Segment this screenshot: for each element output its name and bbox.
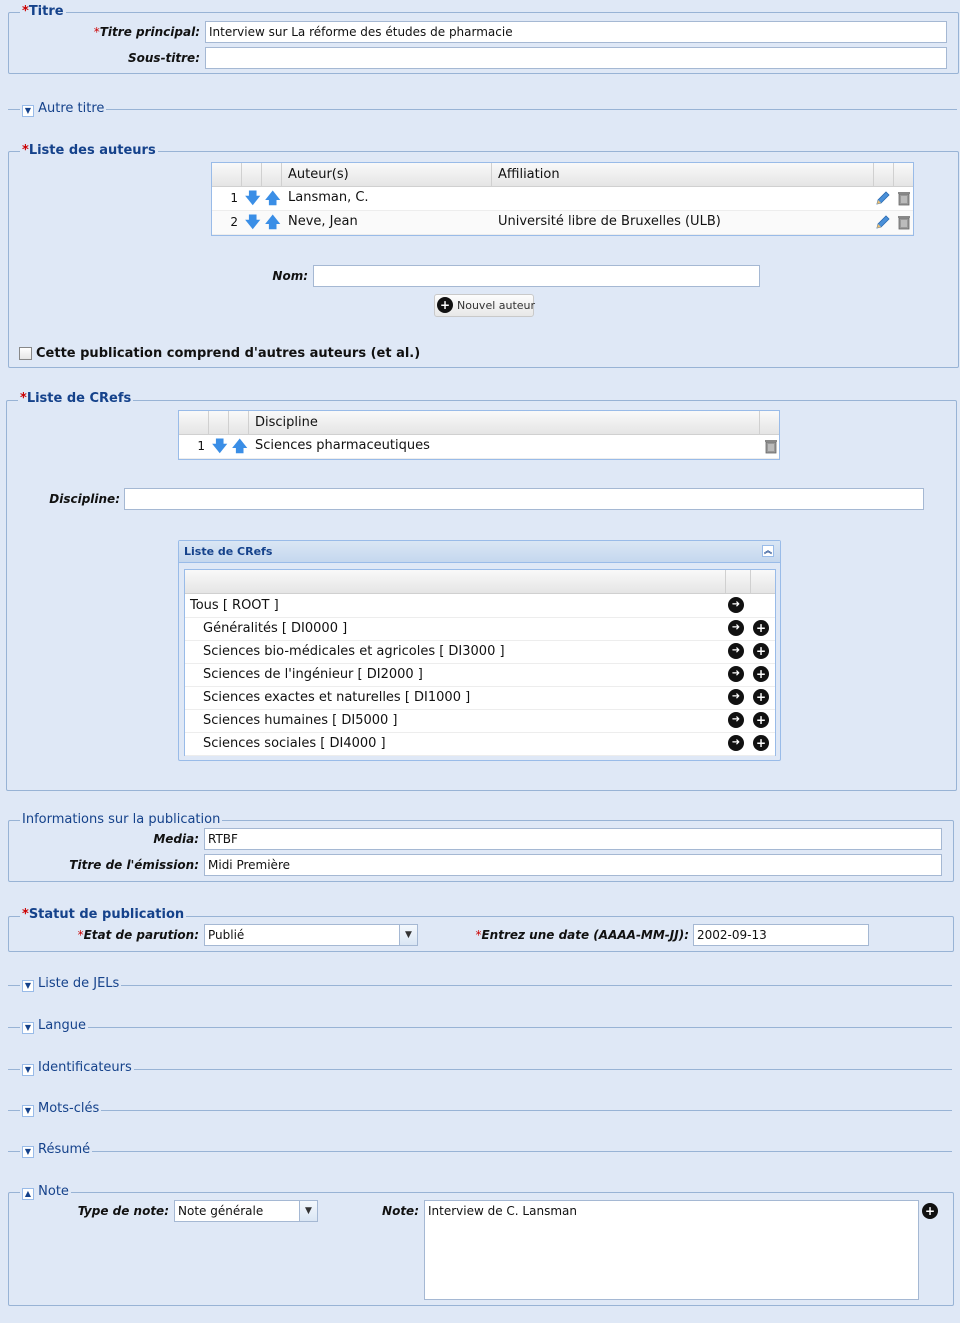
section-line bbox=[8, 1151, 952, 1152]
tree-row[interactable] bbox=[185, 709, 775, 733]
plus-circle-icon[interactable]: + bbox=[753, 689, 769, 705]
autre-titre-legend[interactable]: ▼ Autre titre bbox=[20, 101, 106, 116]
trash-icon[interactable] bbox=[896, 190, 912, 206]
titre-principal-label: *Titre principal: bbox=[93, 25, 200, 39]
et-al-checkbox[interactable] bbox=[19, 347, 32, 360]
tree-row[interactable] bbox=[185, 663, 775, 687]
trash-icon[interactable] bbox=[896, 214, 912, 230]
titre-principal-input[interactable]: Interview sur La réforme des études de pharmacie bbox=[205, 21, 947, 43]
crefs-grid-header bbox=[179, 411, 779, 435]
arrow-right-circle-icon[interactable]: ➜ bbox=[728, 712, 744, 728]
col-affiliation[interactable]: Affiliation bbox=[492, 163, 874, 186]
tree-item-label: Sciences humaines [ DI5000 ] bbox=[203, 713, 398, 728]
col-auteurs[interactable]: Auteur(s) bbox=[282, 163, 492, 186]
date-label: *Entrez une date (AAAA-MM-JJ): bbox=[475, 928, 689, 942]
move-up-icon[interactable]: 🡅 bbox=[265, 213, 281, 231]
collapsed-section-legend[interactable]: ▼ Résumé bbox=[20, 1142, 92, 1157]
crefs-legend: *Liste de CRefs bbox=[20, 391, 132, 406]
move-down-icon[interactable]: 🡇 bbox=[212, 437, 228, 455]
row-number: 2 bbox=[230, 215, 238, 229]
tree-row[interactable] bbox=[185, 617, 775, 641]
sous-titre-input[interactable] bbox=[205, 47, 947, 69]
auteurs-grid bbox=[211, 162, 914, 236]
arrow-right-circle-icon[interactable]: ➜ bbox=[728, 735, 744, 751]
expand-icon[interactable]: ▼ bbox=[22, 1064, 34, 1076]
statut-legend: *Statut de publication bbox=[22, 907, 185, 922]
row-number: 1 bbox=[230, 191, 238, 205]
section-line bbox=[8, 1027, 952, 1028]
trash-icon[interactable] bbox=[763, 438, 779, 454]
plus-circle-icon[interactable]: + bbox=[922, 1203, 938, 1219]
collapsed-section-legend[interactable]: ▼ Liste de JELs bbox=[20, 976, 121, 991]
emission-label: Titre de l'émission: bbox=[69, 858, 199, 872]
table-row[interactable] bbox=[179, 435, 779, 459]
nom-input[interactable] bbox=[313, 265, 760, 287]
section-line bbox=[8, 1069, 952, 1070]
media-input[interactable]: RTBF bbox=[204, 828, 942, 850]
crefs-grid bbox=[178, 410, 780, 460]
auteurs-legend: *Liste des auteurs bbox=[22, 143, 156, 158]
media-label: Media: bbox=[153, 832, 199, 846]
collapsed-section-legend[interactable]: ▼ Langue bbox=[20, 1018, 88, 1033]
tree-item-label: Sciences bio-médicales et agricoles [ DI3000 ] bbox=[203, 644, 505, 659]
nouvel-auteur-button[interactable]: + Nouvel auteur bbox=[434, 294, 534, 317]
arrow-right-circle-icon[interactable]: ➜ bbox=[728, 689, 744, 705]
crefs-tree bbox=[184, 569, 776, 756]
plus-circle-icon[interactable]: + bbox=[753, 643, 769, 659]
titre-legend: *Titre bbox=[22, 4, 64, 19]
tree-panel-title: Liste de CRefs ︽ bbox=[179, 541, 780, 563]
discipline-input[interactable] bbox=[124, 488, 924, 510]
arrow-right-circle-icon[interactable]: ➜ bbox=[728, 620, 744, 636]
note-label: Note: bbox=[382, 1204, 419, 1218]
auteur-affiliation: Université libre de Bruxelles (ULB) bbox=[498, 214, 721, 229]
expand-icon[interactable]: ▼ bbox=[22, 1105, 34, 1117]
move-up-icon[interactable]: 🡅 bbox=[265, 189, 281, 207]
collapse-icon[interactable]: ▲ bbox=[22, 1188, 34, 1200]
tree-item-label: Sciences de l'ingénieur [ DI2000 ] bbox=[203, 667, 423, 682]
plus-circle-icon[interactable]: + bbox=[753, 735, 769, 751]
auteur-name: Lansman, C. bbox=[288, 190, 369, 205]
note-textarea[interactable]: Interview de C. Lansman bbox=[424, 1200, 919, 1300]
expand-icon[interactable]: ▼ bbox=[22, 105, 34, 117]
col-discipline[interactable]: Discipline bbox=[249, 411, 760, 434]
tree-row[interactable] bbox=[185, 594, 775, 618]
collapsed-section-legend[interactable]: ▼ Identificateurs bbox=[20, 1060, 134, 1075]
edit-pencil-icon[interactable] bbox=[875, 214, 891, 230]
move-down-icon[interactable]: 🡇 bbox=[245, 213, 261, 231]
tree-item-label: Sciences sociales [ DI4000 ] bbox=[203, 736, 386, 751]
table-row[interactable] bbox=[212, 211, 913, 235]
chevron-down-icon[interactable]: ▼ bbox=[299, 1201, 317, 1221]
autre-titre-line bbox=[8, 109, 957, 110]
expand-icon[interactable]: ▼ bbox=[22, 980, 34, 992]
nom-label: Nom: bbox=[272, 269, 308, 283]
tree-item-label: Généralités [ DI0000 ] bbox=[203, 621, 348, 636]
collapse-icon[interactable]: ︽ bbox=[764, 546, 772, 555]
move-down-icon[interactable]: 🡇 bbox=[245, 189, 261, 207]
auteur-name: Neve, Jean bbox=[288, 214, 358, 229]
plus-circle-icon[interactable]: + bbox=[753, 712, 769, 728]
discipline-name: Sciences pharmaceutiques bbox=[255, 438, 430, 453]
auteurs-grid-header bbox=[212, 163, 913, 187]
crefs-tree-panel bbox=[178, 540, 781, 761]
move-up-icon[interactable]: 🡅 bbox=[232, 437, 248, 455]
tree-row[interactable] bbox=[185, 640, 775, 664]
arrow-right-circle-icon[interactable]: ➜ bbox=[728, 597, 744, 613]
table-row[interactable] bbox=[212, 187, 913, 211]
sous-titre-label: Sous-titre: bbox=[128, 51, 200, 65]
tree-row[interactable] bbox=[185, 686, 775, 710]
discipline-label: Discipline: bbox=[49, 492, 120, 506]
date-input[interactable]: 2002-09-13 bbox=[693, 924, 869, 946]
type-note-select[interactable]: Note générale ▼ bbox=[174, 1200, 318, 1222]
section-line bbox=[8, 1110, 952, 1111]
chevron-down-icon[interactable]: ▼ bbox=[399, 925, 417, 945]
arrow-right-circle-icon[interactable]: ➜ bbox=[728, 643, 744, 659]
arrow-right-circle-icon[interactable]: ➜ bbox=[728, 666, 744, 682]
expand-icon[interactable]: ▼ bbox=[22, 1146, 34, 1158]
etat-select[interactable]: Publié ▼ bbox=[204, 924, 418, 946]
type-note-label: Type de note: bbox=[77, 1204, 169, 1218]
plus-circle-icon: + bbox=[437, 297, 453, 313]
tree-row[interactable] bbox=[185, 732, 775, 756]
tree-item-label: Tous [ ROOT ] bbox=[190, 598, 279, 613]
etat-label: *Etat de parution: bbox=[77, 928, 199, 942]
row-number: 1 bbox=[197, 439, 205, 453]
plus-circle-icon[interactable]: + bbox=[753, 666, 769, 682]
collapsed-section-legend[interactable]: ▼ Mots-clés bbox=[20, 1101, 101, 1116]
publication-legend: Informations sur la publication bbox=[22, 812, 221, 827]
section-line bbox=[8, 985, 952, 986]
note-legend[interactable]: ▲ Note bbox=[20, 1184, 71, 1199]
plus-circle-icon[interactable]: + bbox=[753, 620, 769, 636]
edit-pencil-icon[interactable] bbox=[875, 190, 891, 206]
et-al-label: Cette publication comprend d'autres auteurs (et al.) bbox=[36, 346, 421, 361]
tree-item-label: Sciences exactes et naturelles [ DI1000 ] bbox=[203, 690, 471, 705]
emission-input[interactable]: Midi Première bbox=[204, 854, 942, 876]
expand-icon[interactable]: ▼ bbox=[22, 1022, 34, 1034]
